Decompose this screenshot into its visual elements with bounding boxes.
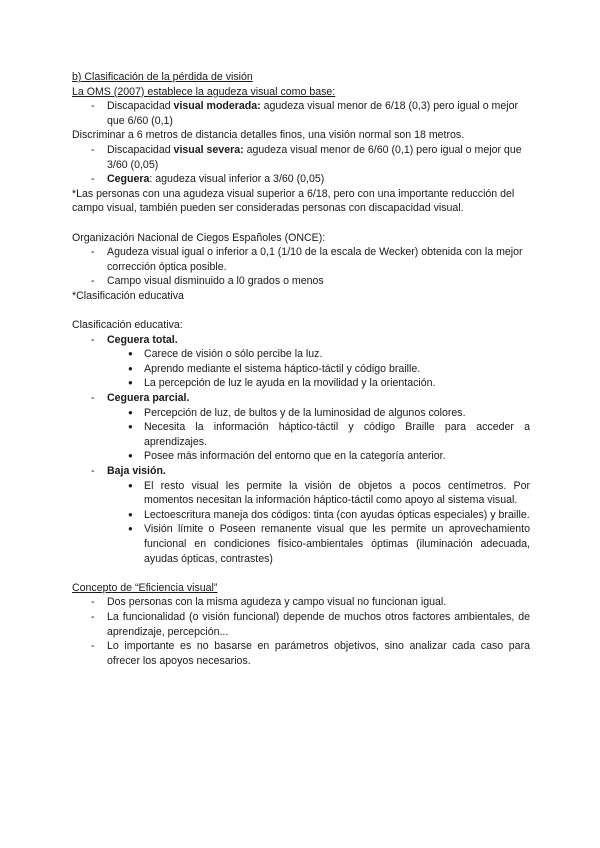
group-title-ceguera-parcial: - Ceguera parcial.	[72, 391, 530, 406]
once-heading: Organización Nacional de Ciegos Españoles (ONCE):	[72, 231, 326, 244]
discriminar-text: Discriminar a 6 metros de distancia detalles finos, una visión normal son 18 metros.	[72, 129, 465, 142]
list-item: ● Percepción de luz, de bultos y de la luminosidad de algunos colores.	[72, 406, 530, 421]
document-page	[72, 70, 530, 668]
oms-item-moderada: - Discapacidad visual moderada: agudeza visual menor de 6/18 (0,3) pero igual o mejor que 6/60 (0,1)	[72, 99, 530, 128]
eficiencia-item: - Lo importante es no basarse en parámetros objetivos, sino analizar cada caso para ofrecer los apoyos necesarios.	[72, 639, 530, 668]
group-title-baja-vision: - Baja visión.	[72, 464, 530, 479]
list-item: ● Necesita la información háptico-táctil y código Braille para acceder a aprendizajes.	[72, 420, 530, 449]
once-footnote: *Clasificación educativa	[72, 289, 184, 302]
educativa-heading: Clasificación educativa:	[72, 319, 183, 332]
group-title-ceguera-total: - Ceguera total.	[72, 333, 530, 348]
list-item: ● Lectoescritura maneja dos códigos: tinta (con ayudas ópticas especiales) y braille.	[72, 508, 530, 523]
eficiencia-item: - La funcionalidad (o visión funcional) depende de muchos otros factores ambientales, de aprendizaje, percepción...	[72, 610, 530, 639]
list-item: ● Visión límite o Poseen remanente visual que les permite un aprovechamiento funcional en condiciones físico-ambientales óptimas (iluminación adecuada, ayudas ópticas, contrastes)	[72, 522, 530, 566]
eficiencia-heading: Concepto de “Eficiencia visual”	[72, 581, 218, 594]
once-item: - Campo visual disminuido a l0 grados o menos	[72, 274, 530, 289]
oms-item-severa: - Discapacidad visual severa: agudeza visual menor de 6/60 (0,1) pero igual o mejor que 3/60 (0,05)	[72, 143, 530, 172]
section-b-heading: b) Clasificación de la pérdida de visión	[72, 71, 253, 83]
once-item: - Agudeza visual igual o inferior a 0,1 (1/10 de la escala de Wecker) obtenida con la mejor corrección óptica posible.	[72, 245, 530, 274]
list-item: ● Aprendo mediante el sistema háptico-táctil y código braille.	[72, 362, 530, 377]
oms-intro: La OMS (2007) establece la agudeza visual como base:	[72, 85, 336, 98]
eficiencia-item: - Dos personas con la misma agudeza y campo visual no funcionan igual.	[72, 595, 530, 610]
list-item: ● Carece de visión o sólo percibe la luz.	[72, 347, 530, 362]
list-item: ● Posee más información del entorno que en la categoría anterior.	[72, 449, 530, 464]
list-item: ● El resto visual les permite la visión de objetos a pocos centímetros. Por momentos necesitan la información háptico-táctil como apoyo al sistema visual.	[72, 479, 530, 508]
oms-item-ceguera: - Ceguera: agudeza visual inferior a 3/60 (0,05)	[72, 172, 530, 187]
list-item: ● La percepción de luz le ayuda en la movilidad y la orientación.	[72, 376, 530, 391]
oms-note: *Las personas con una agudeza visual superior a 6/18, pero con una importante reducción del campo visual, también pueden ser consideradas personas con discapacidad visual.	[72, 187, 515, 215]
